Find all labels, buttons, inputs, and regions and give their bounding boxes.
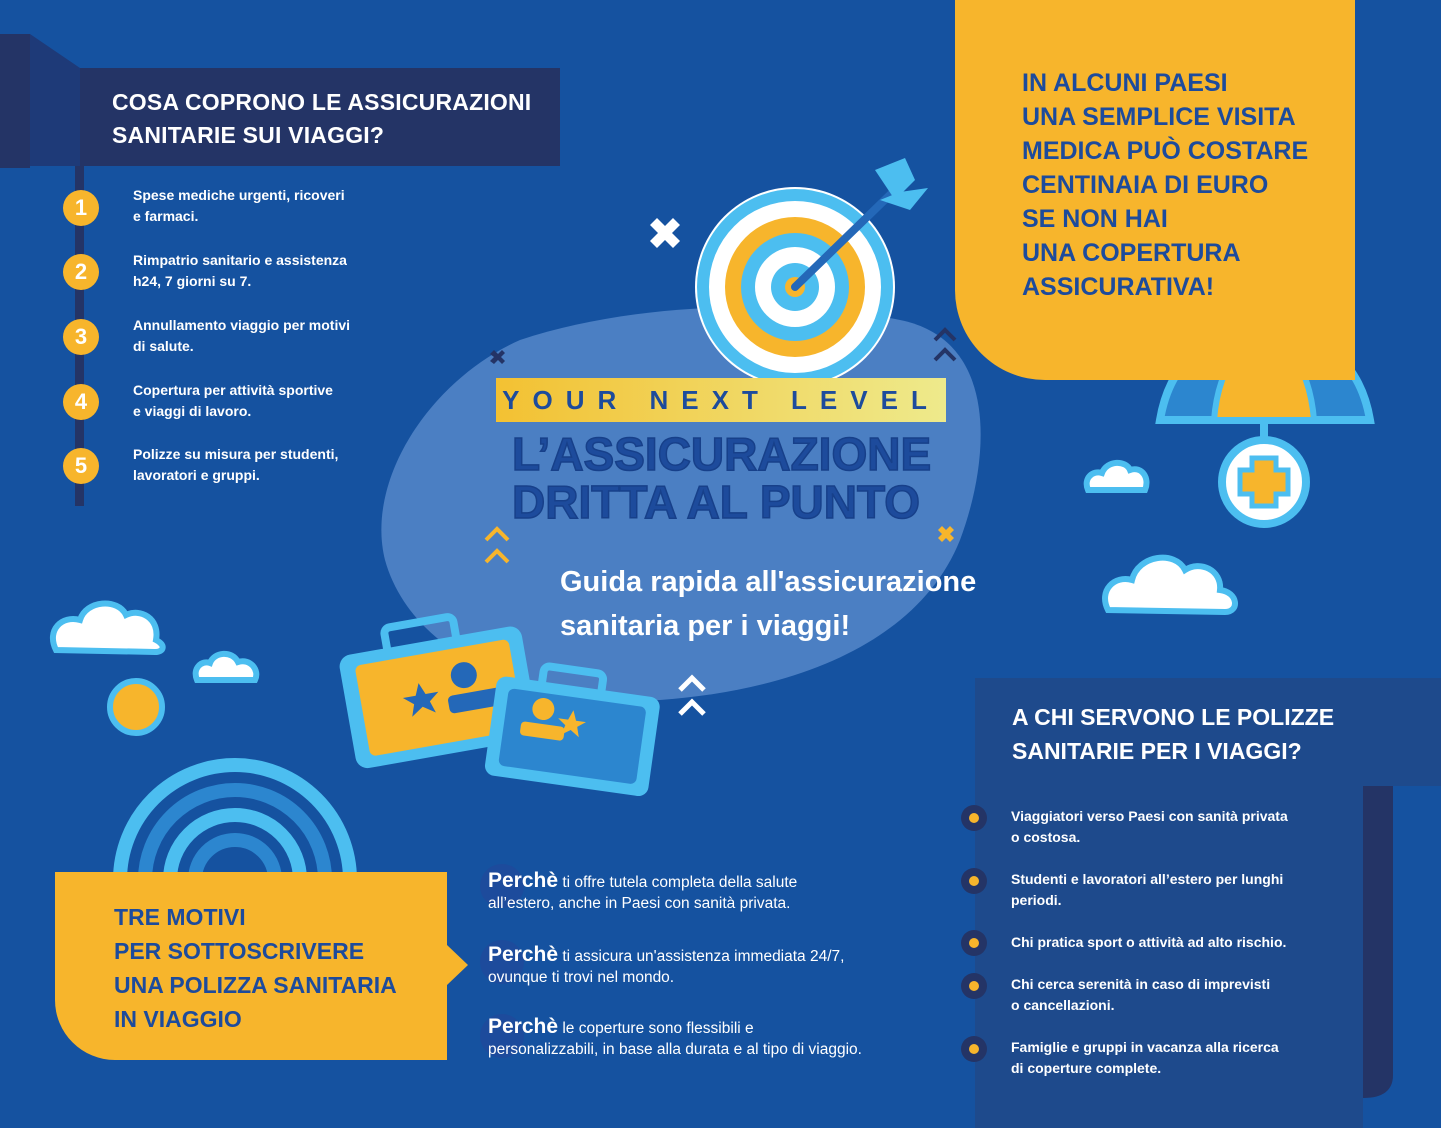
callout-line: MEDICA PUÒ COSTARE — [1022, 137, 1309, 165]
audience-line1: Famiglie e gruppi in vacanza alla ricerca — [1011, 1039, 1279, 1055]
list-number-1: 1 — [63, 190, 99, 226]
bullet-icon — [961, 973, 987, 999]
reason-bold: Perchè — [488, 943, 559, 966]
list-item-line2: h24, 7 giorni su 7. — [133, 273, 252, 289]
reasons-line: TRE MOTIVI — [114, 904, 246, 930]
reason-item — [488, 944, 908, 988]
guide-line2: sanitaria per i viaggi! — [560, 610, 851, 642]
bullet-icon — [961, 930, 987, 956]
list-item-line1: Rimpatrio sanitario e assistenza — [133, 252, 347, 268]
audience-line2: o cancellazioni. — [1011, 997, 1115, 1013]
audience-item — [1011, 974, 1341, 1016]
list-item — [133, 250, 393, 292]
audience-line2: periodi. — [1011, 892, 1062, 908]
audience-line1: Viaggiatori verso Paesi con sanità privata — [1011, 808, 1288, 824]
cross-icon — [650, 218, 680, 248]
reason-line1: ti assicura un'assistenza immediata 24/7, — [562, 948, 845, 965]
reason-item — [488, 870, 908, 914]
guide-subtitle — [560, 560, 1040, 648]
list-number-3: 3 — [63, 319, 99, 355]
bullet-icon — [961, 805, 987, 831]
bullet-icon — [961, 1036, 987, 1062]
audience-line2: o costosa. — [1011, 829, 1081, 845]
rainbow-icon — [120, 765, 350, 880]
callout-line: ASSICURATIVA! — [1022, 273, 1215, 301]
coverage-title-line1: COSA COPRONO LE ASSICURAZIONI — [112, 89, 532, 115]
audience-title — [1012, 700, 1422, 768]
list-item-line2: lavoratori e gruppi. — [133, 467, 260, 483]
audience-item — [1011, 932, 1341, 953]
reason-item — [488, 1016, 908, 1060]
next-level-text: YOUR NEXT LEVEL — [502, 385, 940, 415]
reason-line1: le coperture sono flessibili e — [562, 1020, 754, 1037]
list-item-line1: Spese mediche urgenti, ricoveri — [133, 187, 345, 203]
audience-title-line1: A CHI SERVONO LE POLIZZE — [1012, 704, 1335, 730]
list-number-2: 2 — [63, 254, 99, 290]
cost-callout-text — [1022, 66, 1342, 304]
reason-line2: personalizzabili, in base alla durata e al tipo di viaggio. — [488, 1041, 862, 1058]
audience-item — [1011, 869, 1341, 911]
audience-line2: di coperture complete. — [1011, 1060, 1162, 1076]
list-item — [133, 444, 393, 486]
sun-icon — [110, 681, 162, 733]
list-item-line2: e farmaci. — [133, 208, 199, 224]
audience-line1: Studenti e lavoratori all’estero per lunghi — [1011, 871, 1284, 887]
reasons-callout-text — [114, 900, 434, 1036]
list-item-line2: e viaggi di lavoro. — [133, 403, 252, 419]
list-item-line1: Annullamento viaggio per motivi — [133, 317, 351, 333]
reason-line2: ovunque ti trovi nel mondo. — [488, 969, 675, 986]
reason-line2: all’estero, anche in Paesi con sanità privata. — [488, 895, 791, 912]
list-item — [133, 380, 393, 422]
list-number-5: 5 — [63, 448, 99, 484]
reasons-line: UNA POLIZZA SANITARIA — [114, 972, 397, 998]
guide-line1: Guida rapida all'assicurazione — [560, 566, 977, 598]
main-title — [512, 430, 942, 526]
coverage-title-line2: SANITARIE SUI VIAGGI? — [112, 122, 385, 148]
main-title-line2: DRITTA AL PUNTO — [512, 476, 921, 528]
audience-item — [1011, 806, 1341, 848]
reasons-line: IN VIAGGIO — [114, 1006, 242, 1032]
flag-tab — [0, 34, 30, 168]
list-item — [133, 315, 393, 357]
reason-bold: Perchè — [488, 869, 559, 892]
coverage-title — [112, 86, 552, 152]
audience-item — [1011, 1037, 1341, 1079]
list-item-line1: Copertura per attività sportive — [133, 382, 333, 398]
reason-bold: Perchè — [488, 1015, 559, 1038]
main-title-line1: L’ASSICURAZIONE — [512, 428, 932, 480]
callout-line: IN ALCUNI PAESI — [1022, 69, 1228, 97]
callout-line: UNA SEMPLICE VISITA — [1022, 103, 1296, 131]
list-number-4: 4 — [63, 384, 99, 420]
list-item-line1: Polizze su misura per studenti, — [133, 446, 339, 462]
callout-line: UNA COPERTURA — [1022, 239, 1241, 267]
callout-line: SE NON HAI — [1022, 205, 1168, 233]
bullet-icon — [961, 868, 987, 894]
audience-line1: Chi pratica sport o attività ad alto rischio. — [1011, 934, 1287, 950]
audience-title-line2: SANITARIE PER I VIAGGI? — [1012, 738, 1302, 764]
reasons-line: PER SOTTOSCRIVERE — [114, 938, 365, 964]
list-item-line2: di salute. — [133, 338, 194, 354]
callout-line: CENTINAIA DI EURO — [1022, 171, 1269, 199]
audience-line1: Chi cerca serenità in caso di imprevisti — [1011, 976, 1271, 992]
list-item — [133, 185, 393, 227]
reason-line1: ti offre tutela completa della salute — [562, 874, 798, 891]
